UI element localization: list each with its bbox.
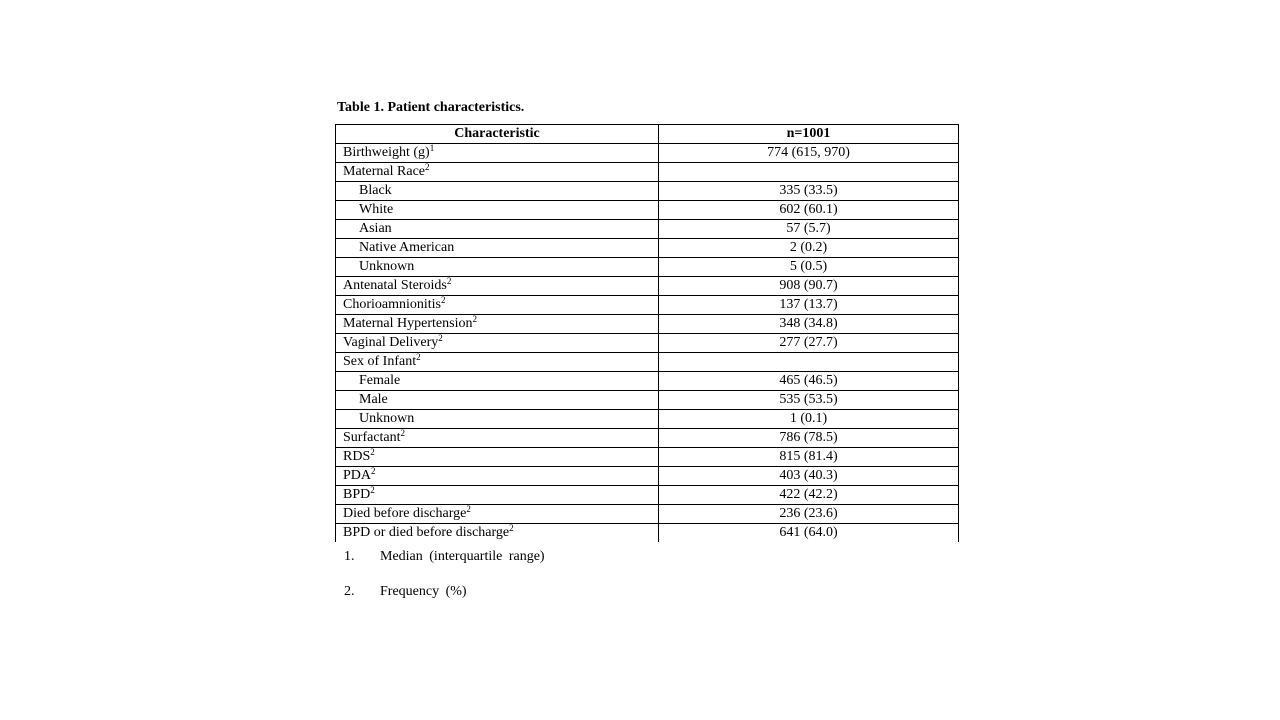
table-row xyxy=(336,220,959,239)
row-value: 5 (0.5) xyxy=(659,258,959,277)
table-row xyxy=(336,372,959,391)
row-value: 1 (0.1) xyxy=(659,410,959,429)
footnote-text: Median (interquartile range) xyxy=(380,549,545,564)
table-row xyxy=(336,353,959,372)
table-row xyxy=(336,315,959,334)
row-value: 774 (615, 970) xyxy=(659,144,959,163)
table-header-row xyxy=(336,125,959,144)
row-label: Black xyxy=(359,183,392,198)
footnote-marker: 2 xyxy=(441,295,446,305)
row-value: 277 (27.7) xyxy=(659,334,959,353)
row-label: Unknown xyxy=(359,259,415,274)
row-label-cell xyxy=(336,410,659,429)
footnote-marker: 2 xyxy=(400,428,406,438)
row-label-cell xyxy=(336,220,659,239)
row-label: Maternal Hypertension xyxy=(343,316,473,331)
row-value: 348 (34.8) xyxy=(659,315,959,334)
footnote-marker: 2 xyxy=(472,314,477,324)
row-label-cell xyxy=(336,429,659,448)
table-row xyxy=(336,296,959,315)
row-label: Birthweight (g) xyxy=(343,145,430,160)
row-label: Vaginal Delivery xyxy=(343,335,439,350)
row-label-cell xyxy=(336,258,659,277)
row-label-cell xyxy=(336,163,659,182)
row-value: 641 (64.0) xyxy=(659,524,959,543)
row-label: RDS xyxy=(343,449,371,464)
table-row xyxy=(336,467,959,486)
row-label-cell xyxy=(336,467,659,486)
row-label: Female xyxy=(359,373,401,388)
row-label: Surfactant xyxy=(343,430,401,445)
row-label: BPD or died before discharge xyxy=(343,525,510,540)
row-label-cell xyxy=(336,524,659,543)
row-value: 422 (42.2) xyxy=(659,486,959,505)
footnote-marker: 2 xyxy=(438,333,443,343)
row-value: 815 (81.4) xyxy=(659,448,959,467)
table-row xyxy=(336,239,959,258)
row-label: Maternal Race xyxy=(343,164,426,179)
table-row xyxy=(336,410,959,429)
row-label-cell xyxy=(336,201,659,220)
table-row xyxy=(336,391,959,410)
footnote-marker: 2 xyxy=(425,162,430,172)
footnote-marker: 1 xyxy=(429,143,435,153)
row-label-cell xyxy=(336,296,659,315)
row-value: 57 (5.7) xyxy=(659,220,959,239)
row-label: Died before discharge xyxy=(343,506,467,521)
row-value: 335 (33.5) xyxy=(659,182,959,201)
row-label-cell xyxy=(336,372,659,391)
table-row xyxy=(336,258,959,277)
footnote-text: Frequency (%) xyxy=(380,584,467,599)
footnote-2 xyxy=(344,583,467,601)
row-label: Native American xyxy=(359,240,455,255)
row-label: PDA xyxy=(343,468,372,483)
row-label-cell xyxy=(336,144,659,163)
row-label-cell xyxy=(336,239,659,258)
table-row xyxy=(336,486,959,505)
table-row xyxy=(336,277,959,296)
row-label-cell xyxy=(336,391,659,410)
footnote-marker: 2 xyxy=(416,352,421,362)
row-label-cell xyxy=(336,448,659,467)
row-label-cell xyxy=(336,277,659,296)
footnote-marker: 2 xyxy=(466,504,471,514)
row-label: BPD xyxy=(343,487,371,502)
row-label: Chorioamnionitis xyxy=(343,297,441,312)
row-value: 602 (60.1) xyxy=(659,201,959,220)
row-label-cell xyxy=(336,315,659,334)
table-row xyxy=(336,334,959,353)
row-value: 2 (0.2) xyxy=(659,239,959,258)
row-label-cell xyxy=(336,505,659,524)
row-value: 465 (46.5) xyxy=(659,372,959,391)
table-row xyxy=(336,182,959,201)
table-body xyxy=(336,144,959,543)
row-value: 236 (23.6) xyxy=(659,505,959,524)
footnote-marker: 2 xyxy=(371,466,376,476)
row-label: Unknown xyxy=(359,411,415,426)
row-label: Male xyxy=(359,392,388,407)
row-label-cell xyxy=(336,334,659,353)
row-label: Antenatal Steroids xyxy=(343,278,447,293)
footnote-marker: 2 xyxy=(370,447,375,457)
table-row xyxy=(336,163,959,182)
table-row xyxy=(336,144,959,163)
row-value xyxy=(659,353,959,372)
row-value: 137 (13.7) xyxy=(659,296,959,315)
row-value: 908 (90.7) xyxy=(659,277,959,296)
row-label: Sex of Infant xyxy=(343,354,417,369)
row-value: 535 (53.5) xyxy=(659,391,959,410)
footnote-1 xyxy=(344,548,545,566)
row-label-cell xyxy=(336,182,659,201)
footnote-number: 1. xyxy=(344,549,355,564)
footnote-number: 2. xyxy=(344,584,355,599)
column-header-n: n=1001 xyxy=(659,125,959,144)
row-value xyxy=(659,163,959,182)
footnote-marker: 2 xyxy=(370,485,375,495)
row-value: 786 (78.5) xyxy=(659,429,959,448)
table-row xyxy=(336,505,959,524)
footnote-marker: 2 xyxy=(446,276,452,286)
row-label-cell xyxy=(336,353,659,372)
table-row xyxy=(336,429,959,448)
row-label: Asian xyxy=(359,221,392,236)
table-row xyxy=(336,201,959,220)
table-caption: Table 1. Patient characteristics. xyxy=(337,100,525,115)
column-header-characteristic: Characteristic xyxy=(336,125,659,144)
table-row xyxy=(336,448,959,467)
row-value: 403 (40.3) xyxy=(659,467,959,486)
row-label: White xyxy=(359,202,394,217)
footnote-marker: 2 xyxy=(509,523,514,533)
table-row xyxy=(336,524,959,543)
patient-characteristics-table xyxy=(335,124,959,542)
row-label-cell xyxy=(336,486,659,505)
